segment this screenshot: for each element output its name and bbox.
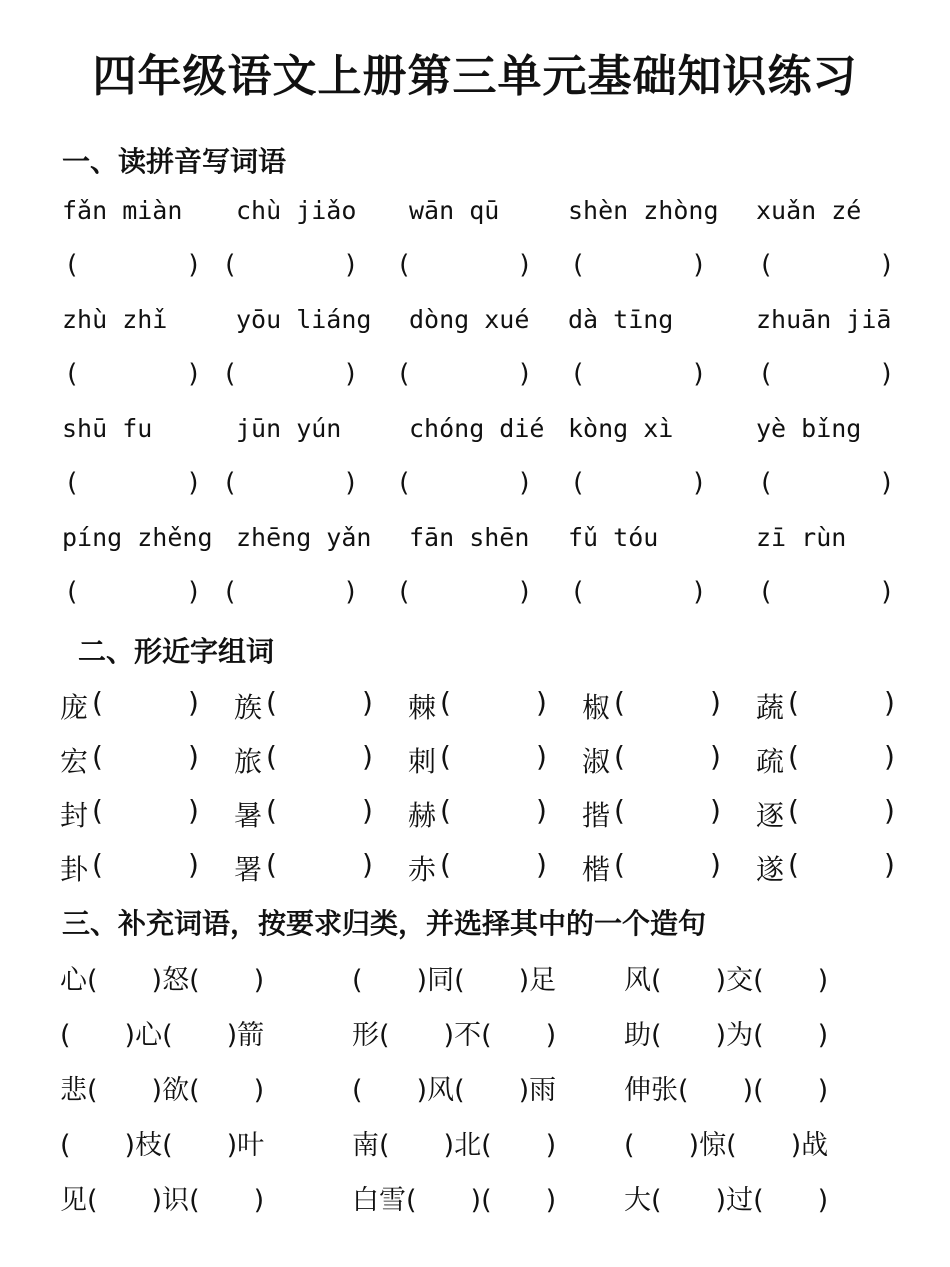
character: 淑 <box>582 745 611 778</box>
paren-close: ) <box>343 577 359 607</box>
pinyin-word: shū fu <box>62 414 153 443</box>
word-blank[interactable] <box>60 740 200 780</box>
character: 椒 <box>582 691 611 724</box>
paren-close: ) <box>186 577 202 607</box>
character: 疏 <box>756 745 785 778</box>
word-blank[interactable] <box>234 794 374 834</box>
character: 赫 <box>408 799 437 832</box>
paren-close: ) <box>884 794 895 827</box>
paren-open: ( <box>222 468 238 498</box>
pinyin-word: xuǎn zé <box>756 196 862 225</box>
idiom-row <box>0 1178 950 1218</box>
paren-close: ) <box>691 359 707 389</box>
pinyin-word: shèn zhòng <box>568 196 719 225</box>
character-row <box>0 848 950 888</box>
word-blank[interactable] <box>234 848 374 888</box>
paren-close: ) <box>691 577 707 607</box>
answer-row <box>0 577 950 617</box>
idiom-blank[interactable]: 风( )交( ) <box>624 965 829 996</box>
idiom-row <box>0 1013 950 1053</box>
paren-open: ( <box>92 740 103 773</box>
section-heading-2: 二、形近字组词 <box>78 635 275 668</box>
pinyin-row <box>0 305 950 345</box>
paren-open: ( <box>440 686 451 719</box>
word-blank[interactable] <box>582 740 722 780</box>
paren-close: ) <box>517 250 533 280</box>
pinyin-row <box>0 523 950 563</box>
paren-close: ) <box>879 250 895 280</box>
word-blank[interactable] <box>234 686 374 726</box>
paren-close: ) <box>536 686 547 719</box>
paren-close: ) <box>517 468 533 498</box>
paren-close: ) <box>710 740 721 773</box>
word-blank[interactable] <box>234 740 374 780</box>
paren-open: ( <box>788 686 799 719</box>
character-row <box>0 794 950 834</box>
word-blank[interactable] <box>756 794 896 834</box>
idiom-blank[interactable]: 大( )过( ) <box>624 1185 829 1216</box>
word-blank[interactable] <box>408 686 548 726</box>
answer-row <box>0 250 950 290</box>
idiom-blank[interactable]: 助( )为( ) <box>624 1020 829 1051</box>
pinyin-word: zhuān jiā <box>756 305 892 334</box>
paren-close: ) <box>186 250 202 280</box>
idiom-blank[interactable]: 伸张( )( ) <box>624 1075 829 1106</box>
paren-open: ( <box>758 250 774 280</box>
idiom-blank[interactable]: ( )枝( )叶 <box>60 1130 265 1161</box>
paren-open: ( <box>570 359 586 389</box>
paren-open: ( <box>570 577 586 607</box>
character-row <box>0 686 950 726</box>
pinyin-row <box>0 196 950 236</box>
character: 遂 <box>756 853 785 886</box>
word-blank[interactable] <box>582 794 722 834</box>
paren-open: ( <box>266 794 277 827</box>
paren-open: ( <box>222 359 238 389</box>
paren-close: ) <box>188 848 199 881</box>
pinyin-word: yōu liáng <box>236 305 372 334</box>
paren-close: ) <box>343 250 359 280</box>
paren-close: ) <box>884 740 895 773</box>
paren-open: ( <box>92 686 103 719</box>
pinyin-word: píng zhěng <box>62 523 213 552</box>
pinyin-word: kòng xì <box>568 414 674 443</box>
word-blank[interactable] <box>60 848 200 888</box>
paren-open: ( <box>396 250 412 280</box>
paren-close: ) <box>879 359 895 389</box>
pinyin-word: fǎn miàn <box>62 196 183 225</box>
word-blank[interactable] <box>582 848 722 888</box>
character: 棘 <box>408 691 437 724</box>
pinyin-word: zhēng yǎn <box>236 523 372 552</box>
character: 楷 <box>582 853 611 886</box>
paren-open: ( <box>396 359 412 389</box>
paren-close: ) <box>691 250 707 280</box>
paren-open: ( <box>266 740 277 773</box>
pinyin-word: jūn yún <box>236 414 342 443</box>
idiom-blank[interactable]: 见( )识( ) <box>60 1185 265 1216</box>
paren-open: ( <box>758 468 774 498</box>
word-blank[interactable] <box>756 848 896 888</box>
answer-row <box>0 468 950 508</box>
paren-close: ) <box>343 468 359 498</box>
paren-open: ( <box>570 468 586 498</box>
paren-open: ( <box>788 794 799 827</box>
paren-open: ( <box>440 848 451 881</box>
idiom-blank[interactable]: 悲( )欲( ) <box>60 1075 265 1106</box>
idiom-row <box>0 958 950 998</box>
word-blank[interactable] <box>408 848 548 888</box>
paren-open: ( <box>266 686 277 719</box>
paren-open: ( <box>92 848 103 881</box>
word-blank[interactable] <box>408 794 548 834</box>
pinyin-row <box>0 414 950 454</box>
paren-close: ) <box>691 468 707 498</box>
paren-close: ) <box>517 359 533 389</box>
paren-open: ( <box>64 250 80 280</box>
pinyin-word: fān shēn <box>409 523 530 552</box>
idiom-blank[interactable]: 形( )不( ) <box>352 1020 557 1051</box>
paren-close: ) <box>188 740 199 773</box>
paren-open: ( <box>64 468 80 498</box>
paren-close: ) <box>884 686 895 719</box>
paren-open: ( <box>222 577 238 607</box>
paren-close: ) <box>710 848 721 881</box>
pinyin-word: chóng dié <box>409 414 545 443</box>
page-title: 四年级语文上册第三单元基础知识练习 <box>92 51 858 102</box>
pinyin-word: wān qū <box>409 196 500 225</box>
paren-close: ) <box>186 468 202 498</box>
character: 族 <box>234 691 263 724</box>
paren-close: ) <box>362 794 373 827</box>
character: 暑 <box>234 799 263 832</box>
paren-close: ) <box>362 686 373 719</box>
paren-close: ) <box>536 740 547 773</box>
idiom-blank[interactable]: 白雪( )( ) <box>352 1185 557 1216</box>
idiom-blank[interactable]: 心( )怒( ) <box>60 965 265 996</box>
idiom-blank[interactable]: ( )惊( )战 <box>624 1130 829 1161</box>
paren-close: ) <box>186 359 202 389</box>
paren-open: ( <box>64 577 80 607</box>
pinyin-word: fǔ tóu <box>568 523 659 552</box>
idiom-row <box>0 1123 950 1163</box>
paren-close: ) <box>362 848 373 881</box>
character: 逐 <box>756 799 785 832</box>
character: 揩 <box>582 799 611 832</box>
word-blank[interactable] <box>582 686 722 726</box>
pinyin-word: chù jiǎo <box>236 196 357 225</box>
character: 署 <box>234 853 263 886</box>
pinyin-word: zī rùn <box>756 523 847 552</box>
paren-open: ( <box>788 848 799 881</box>
paren-close: ) <box>517 577 533 607</box>
paren-close: ) <box>188 686 199 719</box>
paren-open: ( <box>440 740 451 773</box>
word-blank[interactable] <box>60 794 200 834</box>
paren-open: ( <box>758 577 774 607</box>
paren-open: ( <box>758 359 774 389</box>
paren-open: ( <box>396 577 412 607</box>
character: 刺 <box>408 745 437 778</box>
character: 宏 <box>60 745 89 778</box>
word-blank[interactable] <box>60 686 200 726</box>
paren-open: ( <box>570 250 586 280</box>
paren-close: ) <box>536 848 547 881</box>
section-heading-1: 一、读拼音写词语 <box>62 145 287 178</box>
paren-close: ) <box>710 686 721 719</box>
paren-close: ) <box>188 794 199 827</box>
word-blank[interactable] <box>408 740 548 780</box>
paren-close: ) <box>536 794 547 827</box>
pinyin-word: yè bǐng <box>756 414 862 443</box>
idiom-row <box>0 1068 950 1108</box>
character: 蔬 <box>756 691 785 724</box>
paren-close: ) <box>884 848 895 881</box>
paren-open: ( <box>92 794 103 827</box>
paren-close: ) <box>343 359 359 389</box>
paren-close: ) <box>879 468 895 498</box>
paren-open: ( <box>614 848 625 881</box>
idiom-blank[interactable]: ( )同( )足 <box>352 965 557 996</box>
paren-open: ( <box>788 740 799 773</box>
character: 庞 <box>60 691 89 724</box>
paren-open: ( <box>614 740 625 773</box>
idiom-blank[interactable]: ( )风( )雨 <box>352 1075 557 1106</box>
paren-close: ) <box>879 577 895 607</box>
paren-close: ) <box>362 740 373 773</box>
word-blank[interactable] <box>756 740 896 780</box>
paren-open: ( <box>222 250 238 280</box>
paren-close: ) <box>710 794 721 827</box>
character: 封 <box>60 799 89 832</box>
word-blank[interactable] <box>756 686 896 726</box>
idiom-blank[interactable]: 南( )北( ) <box>352 1130 557 1161</box>
character-row <box>0 740 950 780</box>
paren-open: ( <box>614 794 625 827</box>
pinyin-word: dà tīng <box>568 305 674 334</box>
idiom-blank[interactable]: ( )心( )箭 <box>60 1020 265 1051</box>
paren-open: ( <box>396 468 412 498</box>
section-heading-3: 三、补充词语，按要求归类，并选择其中的一个造句 <box>62 907 707 940</box>
paren-open: ( <box>440 794 451 827</box>
pinyin-word: dòng xué <box>409 305 530 334</box>
character: 卦 <box>60 853 89 886</box>
paren-open: ( <box>64 359 80 389</box>
character: 赤 <box>408 853 437 886</box>
paren-open: ( <box>266 848 277 881</box>
answer-row <box>0 359 950 399</box>
character: 旅 <box>234 745 263 778</box>
pinyin-word: zhù zhǐ <box>62 305 168 334</box>
paren-open: ( <box>614 686 625 719</box>
